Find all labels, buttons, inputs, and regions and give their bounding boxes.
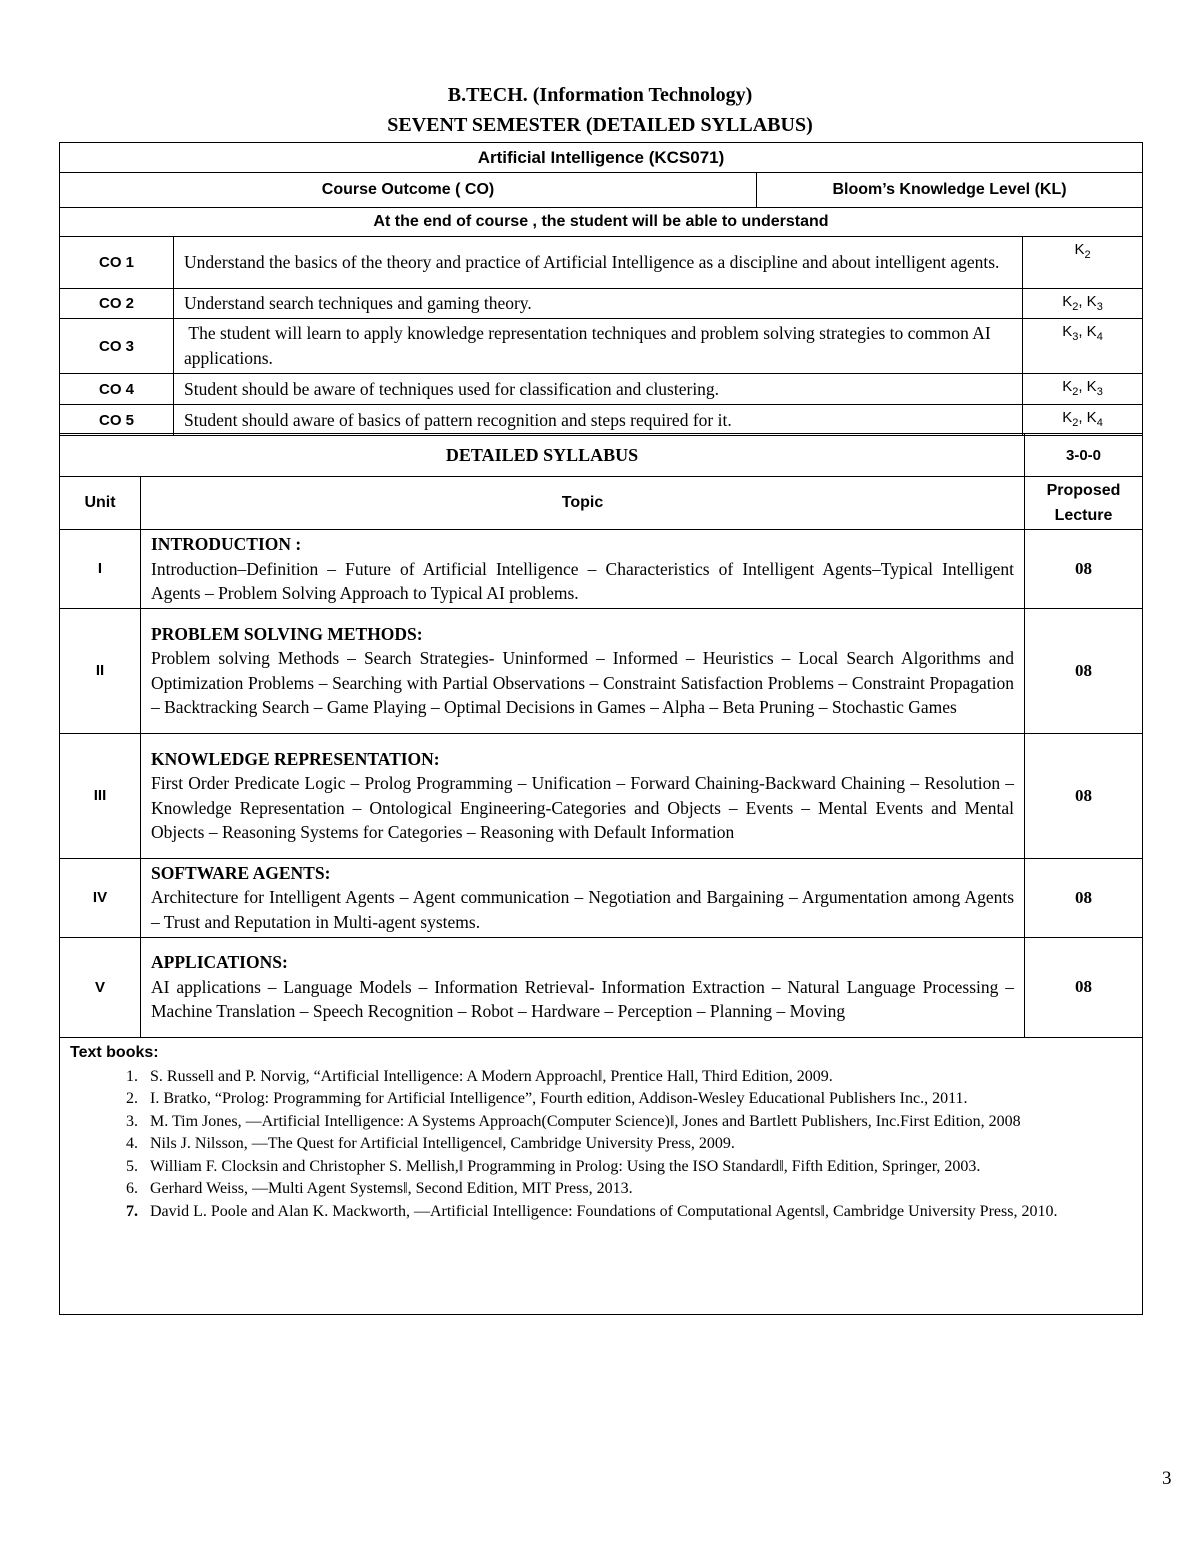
textbook-item: 1. S. Russell and P. Norvig, “Artificial Intelligence: A Modern Approach‖, Prentice Hall, Third Edition, 2009. — [142, 1066, 1136, 1089]
co-text: Student should be aware of techniques used for classification and clustering. — [174, 374, 1023, 405]
textbooks-list — [68, 1066, 1136, 1224]
ltp-value: 3-0-0 — [1025, 434, 1143, 477]
textbooks-row — [60, 1037, 1143, 1314]
page-number: 3 — [1162, 1468, 1172, 1489]
textbooks-heading: Text books: — [70, 1043, 159, 1061]
kl-level: $K_3$, $K_4$ — [1023, 319, 1143, 374]
unit-number: IV — [60, 858, 141, 937]
unit-row — [60, 858, 1143, 937]
kl-level: $K_2$ — [1023, 237, 1143, 289]
textbook-item: 5. William F. Clocksin and Christopher S. Mellish,‖ Programming in Prolog: Using the ISO Standard‖, Fifth Edition, Springer, 2003. — [142, 1156, 1136, 1179]
unit-number: I — [60, 530, 141, 609]
unit-lectures: 08 — [1025, 733, 1143, 858]
co-text: Understand the basics of the theory and practice of Artificial Intelligence as a discipline and about intelligent agents. — [174, 237, 1023, 289]
co-text: Student should aware of basics of pattern recognition and steps required for it. — [174, 405, 1023, 436]
unit-row — [60, 937, 1143, 1037]
textbook-item: 3. M. Tim Jones, ―Artificial Intelligence: A Systems Approach(Computer Science)‖, Jones and Bartlett Publishers, Inc.First Edition, 2008 — [142, 1111, 1136, 1134]
textbook-item: 2. I. Bratko, “Prolog: Programming for Artificial Intelligence”, Fourth edition, Addison-Wesley Educational Publishers Inc., 2011. — [142, 1088, 1136, 1111]
co-label: CO 3 — [60, 319, 174, 374]
topic-column-header: Topic — [141, 477, 1025, 530]
unit-column-header: Unit — [60, 477, 141, 530]
unit-body: Architecture for Intelligent Agents – Agent communication – Negotiation and Bargaining – Argumentation among Agents – Trust and Reputation in Multi-agent systems. — [151, 887, 1015, 932]
syllabus-table — [59, 433, 1143, 1315]
program-title: B.TECH. (Information Technology) — [447, 84, 753, 106]
co-text: Understand search techniques and gaming theory. — [174, 289, 1023, 319]
textbook-item: 6. Gerhard Weiss, ―Multi Agent Systems‖, Second Edition, MIT Press, 2013. — [142, 1178, 1136, 1201]
unit-title: KNOWLEDGE REPRESENTATION: — [151, 748, 440, 769]
unit-number: V — [60, 937, 141, 1037]
unit-body: AI applications – Language Models – Information Retrieval- Information Extraction – Natural Language Processing – Machine Translation – Speech Recognition – Robot – Hardware – Perception – Planning – Moving — [151, 976, 1015, 1022]
unit-title: PROBLEM SOLVING METHODS: — [151, 623, 423, 644]
co-text: The student will learn to apply knowledge representation techniques and problem solving strategies to common AI applications. — [174, 319, 1023, 374]
unit-body: Introduction–Definition – Future of Artificial Intelligence – Characteristics of Intelligent Agents–Typical Intelligent Agents – Problem Solving Approach to Typical AI problems. — [151, 558, 1015, 604]
unit-row — [60, 530, 1143, 609]
co-row — [60, 405, 1143, 436]
course-title: Artificial Intelligence (KCS071) — [60, 143, 1143, 173]
unit-body: First Order Predicate Logic – Prolog Programming – Unification – Forward Chaining-Backward Chaining – Resolution – Knowledge Representation – Ontological Engineering-Categories and Objects – Events – Mental Events and Mental Objects – Reasoning Systems for Categories – Reasoning with Default Information — [151, 773, 1015, 843]
co-label: CO 1 — [60, 237, 174, 289]
textbook-item: 4. Nils J. Nilsson, ―The Quest for Artificial Intelligence‖, Cambridge University Press, 2009. — [142, 1133, 1136, 1156]
co-row — [60, 374, 1143, 405]
unit-body: Problem solving Methods – Search Strategies- Uninformed – Informed – Heuristics – Local Search Algorithms and Optimization Problems – Searching with Partial Observations – Constraint Satisfaction Problems – Constraint Propagation – Backtracking Search – Game Playing – Optimal Decisions in Games – Alpha – Beta Pruning – Stochastic Games — [151, 648, 1015, 718]
co-row — [60, 237, 1143, 289]
kl-level: $K_2$, $K_3$ — [1023, 374, 1143, 405]
unit-lectures: 08 — [1025, 530, 1143, 609]
co-label: CO 5 — [60, 405, 174, 436]
co-row — [60, 289, 1143, 319]
unit-row — [60, 733, 1143, 858]
unit-lectures: 08 — [1025, 937, 1143, 1037]
co-label: CO 4 — [60, 374, 174, 405]
lecture-column-header: Proposed Lecture — [1025, 477, 1143, 530]
unit-lectures: 08 — [1025, 858, 1143, 937]
unit-title: SOFTWARE AGENTS: — [151, 862, 331, 883]
kl-level: $K_2$, $K_3$ — [1023, 289, 1143, 319]
semester-title: SEVENT SEMESTER (DETAILED SYLLABUS) — [387, 114, 813, 136]
syllabus-heading: DETAILED SYLLABUS — [60, 434, 1025, 477]
co-column-header: Course Outcome ( CO) — [60, 173, 757, 208]
course-outcome-table — [59, 142, 1143, 436]
unit-title: INTRODUCTION : — [151, 534, 302, 554]
textbook-item: 7. David L. Poole and Alan K. Mackworth, ―Artificial Intelligence: Foundations of Computational Agents‖, Cambridge University Press, 2010. — [142, 1201, 1136, 1224]
course-intro: At the end of course , the student will be able to understand — [60, 208, 1143, 237]
unit-number: II — [60, 608, 141, 733]
co-label: CO 2 — [60, 289, 174, 319]
unit-title: APPLICATIONS: — [151, 952, 288, 973]
unit-lectures: 08 — [1025, 608, 1143, 733]
unit-number: III — [60, 733, 141, 858]
kl-level: $K_2$, $K_4$ — [1023, 405, 1143, 436]
kl-column-header: Bloom’s Knowledge Level (KL) — [757, 173, 1143, 208]
co-row — [60, 319, 1143, 374]
unit-row — [60, 608, 1143, 733]
